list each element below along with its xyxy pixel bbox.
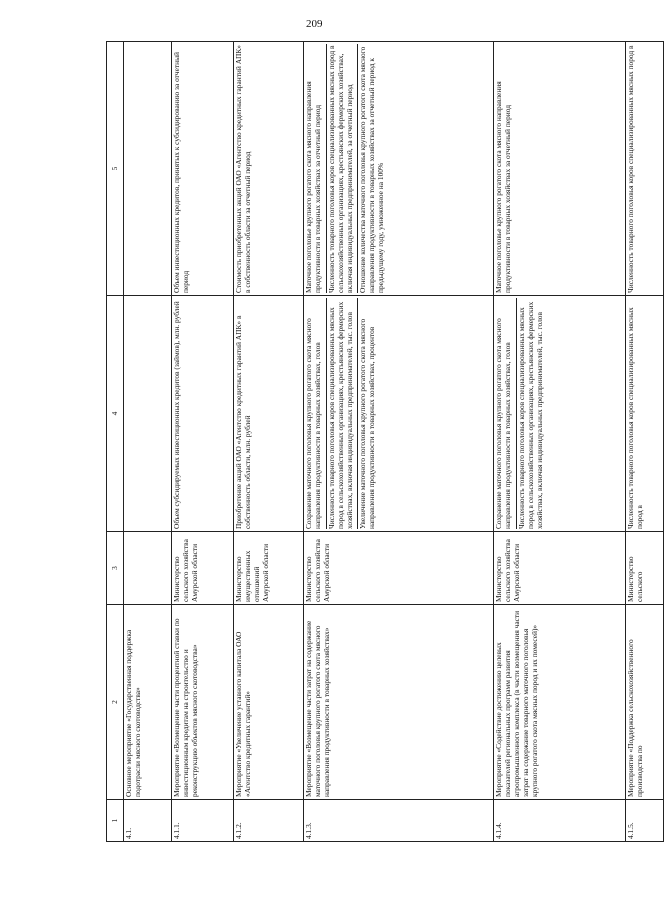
page-number: 209: [306, 18, 323, 30]
method-cell: [494, 42, 626, 296]
table-row: [304, 42, 494, 842]
indicator-cell: [494, 296, 626, 532]
indicator-item: Объем субсидируемых инвестиционных кредитов (займов), млн. рублей: [172, 301, 181, 529]
executor-cell: Министерство имущественных отношений Амурской области: [234, 532, 304, 605]
method-item: Маточное поголовье крупного рогатого скота мясного направления продуктивности в товарных хозяйствах за отчетный период: [304, 44, 327, 293]
method-item: Стоимость приобретенных акций ОАО «Агентство кредитных гарантий АПК» в собственность области за отчетный период: [234, 45, 252, 293]
method-item: Численность товарного поголовья коров специализированных мясных пород в сельскохозяйственных организациях, крестьянских фермерских хозяйствах, включая индивидуальных предпринимателей, за отчетный период: [327, 44, 359, 293]
indicator-item: Численность товарного поголовья коров специализированных мясных пород в сельскохозяйственных организациях, крестьянских фермерских хозяйствах, включая индивидуальных предпринимателей, тыс. голов: [516, 301, 544, 529]
event-name-cell: Мероприятие «Увеличение уставного капитала ОАО «Агентство кредитных гарантий»: [234, 605, 304, 800]
header-cell: 1: [107, 800, 124, 842]
indicator-cell: [626, 296, 664, 532]
row-number-cell: 4.1.2.: [234, 800, 304, 842]
row-number-cell: 4.1.1.: [172, 800, 234, 842]
method-cell: [304, 42, 494, 296]
table-row: [172, 42, 234, 842]
header-cell: 3: [107, 532, 124, 605]
indicator-item: Приобретение акций ОАО «Агентство кредитных гарантий АПК» в собственность области, млн. рублей: [234, 315, 252, 529]
header-cell: 2: [107, 605, 124, 800]
indicator-cell: [124, 296, 172, 532]
event-name-cell: Мероприятие «Содействие достижению целевых показателей региональных программ развития агропромышленного комплекса (в части возмещения части затрат на содержание товарного маточного поголовья крупного рогатого скота мясных пород и их помесей)»: [494, 605, 626, 800]
indicator-cell: [304, 296, 494, 532]
header-cell: 4: [107, 296, 124, 532]
indicator-item: Увеличение маточного поголовья крупного рогатого скота мясного направления продуктивности в товарных хозяйствах, процентов: [358, 318, 377, 529]
method-item: Отношение количества маточного поголовья крупного рогатого скота мясного направления продуктивности в товарных хозяйствах за отчетный период к предыдущему году, умноженное на 100%: [358, 46, 386, 293]
table-row: [234, 42, 304, 842]
table-row: [626, 42, 664, 842]
row-number-cell: 4.1.: [124, 800, 172, 842]
executor-cell: Министерство сельского: [626, 532, 664, 605]
method-cell: [626, 42, 664, 296]
row-number-cell: 4.1.5.: [626, 800, 664, 842]
table-body: [107, 42, 664, 842]
header-row: [107, 42, 124, 842]
program-measures-table: [106, 41, 664, 842]
event-name-cell: Мероприятие «Возмещение части затрат на содержание маточного поголовья крупного рогатого скота мясного направления продуктивности в товарных хозяйствах»: [304, 605, 494, 800]
row-number-cell: 4.1.4.: [494, 800, 626, 842]
indicator-item: Сохранение маточного поголовья крупного рогатого скота мясного направления продуктивности в товарных хозяйствах, голов: [494, 298, 517, 529]
executor-cell: Министерство сельского хозяйства Амурской области: [304, 532, 494, 605]
indicator-cell: [172, 296, 234, 532]
method-item: Маточное поголовье крупного рогатого скота мясного направления продуктивности в товарных хозяйствах за отчетный период: [494, 81, 512, 293]
event-name-cell: Мероприятие «Возмещение части процентной ставки по инвестиционным кредитам на строительство и реконструкцию объектов мясного скотоводства»: [172, 605, 234, 800]
row-number-cell: 4.1.3.: [304, 800, 494, 842]
method-cell: [124, 42, 172, 296]
indicator-item: Сохранение маточного поголовья крупного рогатого скота мясного направления продуктивности в товарных хозяйствах, голов: [304, 298, 327, 529]
event-name-cell: Основное мероприятие «Государственная поддержка подотрасли мясного скотоводства»: [124, 605, 172, 800]
method-cell: [172, 42, 234, 296]
method-item: Объем инвестиционных кредитов, принятых к субсидированию за отчетный период: [172, 52, 190, 293]
indicator-item: Численность товарного поголовья коров специализированных мясных пород в: [626, 307, 644, 529]
method-item: Численность товарного поголовья коров специализированных мясных пород в: [626, 45, 635, 293]
header-cell: 5: [107, 42, 124, 296]
method-cell: [234, 42, 304, 296]
table-row: [494, 42, 626, 842]
event-name-cell: Мероприятие «Поддержка сельскохозяйственного производства по: [626, 605, 664, 800]
executor-cell: Министерство сельского хозяйства Амурской области: [494, 532, 626, 605]
indicator-cell: [234, 296, 304, 532]
table-row: [124, 42, 172, 842]
executor-cell: Министерство сельского хозяйства Амурской области: [172, 532, 234, 605]
rotated-table-container: [106, 42, 644, 842]
executor-cell: [124, 532, 172, 605]
indicator-item: Численность товарного поголовья коров специализированных мясных пород в сельскохозяйственных организациях, крестьянских фермерских хозяйствах, включая индивидуальных предпринимателей, тыс. голов: [327, 298, 359, 529]
